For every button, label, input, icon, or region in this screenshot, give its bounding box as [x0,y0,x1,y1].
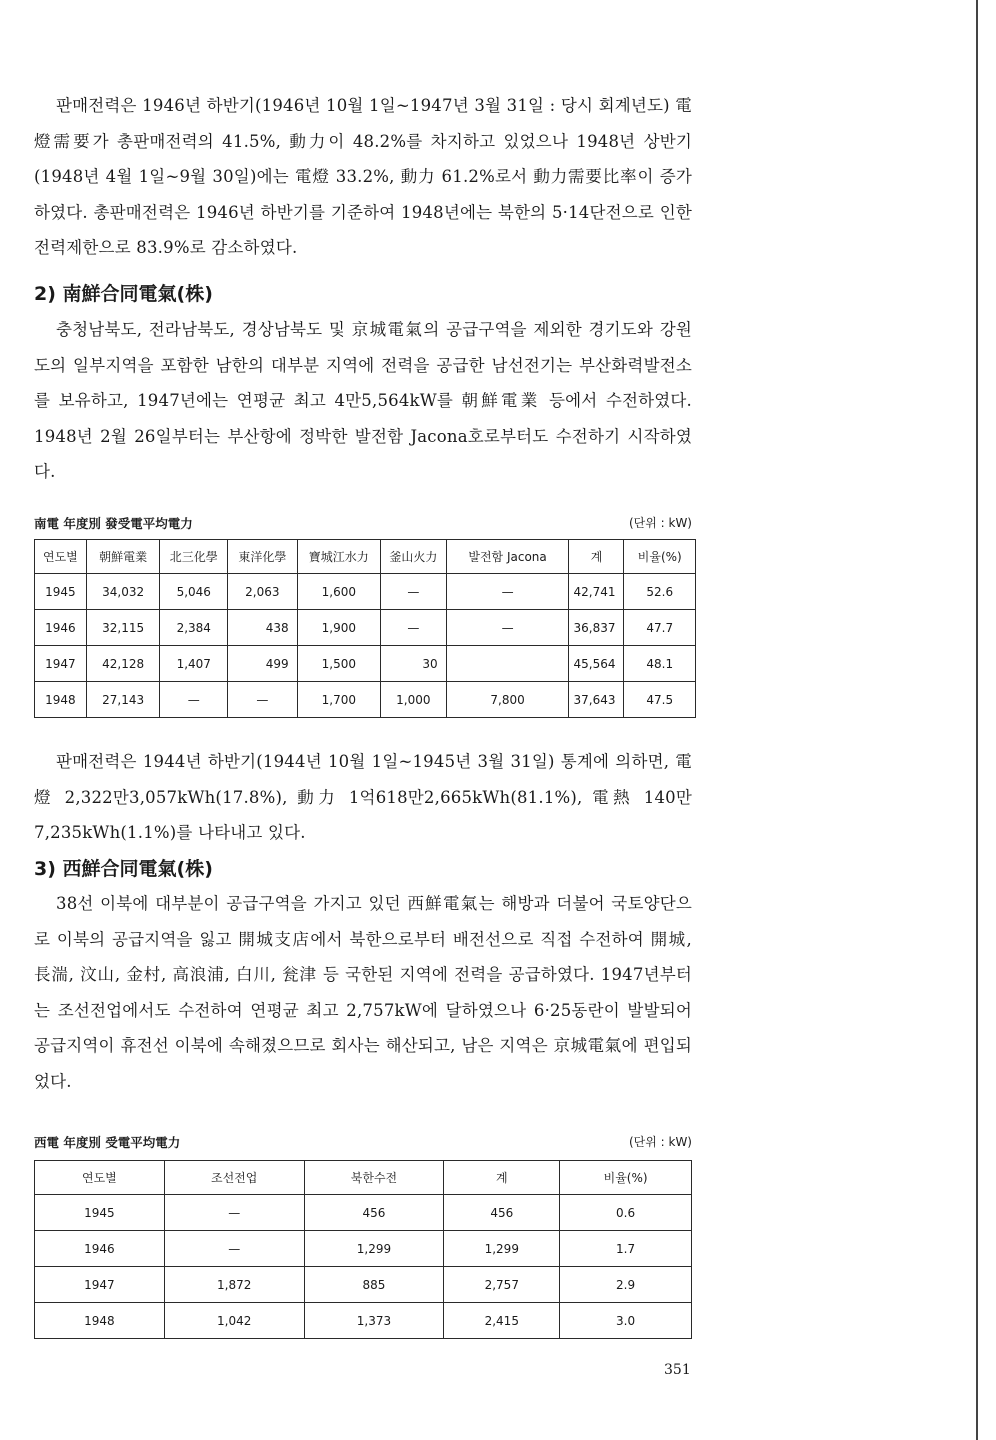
table-row [35,1303,692,1339]
table-cell: 30 [381,646,447,682]
table-cell: 1,299 [444,1231,560,1267]
table-cell: 37,643 [569,682,624,718]
table-cell: 47.7 [624,610,696,646]
table-cell: — [381,574,447,610]
table1-title: 南電 年度別 發受電平均電力 [34,516,193,531]
table1-header-cell: 東洋化學 [228,540,298,574]
table1-header-cell: 釜山火力 [381,540,447,574]
table-row [35,646,696,682]
table-seoseon-power [34,1160,692,1339]
table-cell: 1945 [35,574,87,610]
table-cell: 1,600 [297,574,380,610]
table-cell: 438 [228,610,298,646]
table1-header-row [35,540,696,574]
table-cell: 36,837 [569,610,624,646]
table-row [35,1231,692,1267]
paragraph-sales-power-1944: 판매전력은 1944년 하반기(1944년 10월 1일~1945년 3월 31일) 통계에 의하면, 電燈 2,322만3,057kWh(17.8%), 動力 1억618만2,665kWh(81.1%), 電熱 140만7,235kWh(1.1%)를 나타내고 있다. [34,752,692,842]
table2-header-cell: 계 [444,1161,560,1195]
table2-header-cell: 연도별 [35,1161,165,1195]
table-cell: 1,500 [297,646,380,682]
table-cell: 2,384 [160,610,228,646]
table-cell: 1947 [35,1267,165,1303]
table-cell: 1948 [35,1303,165,1339]
table-cell: 27,143 [86,682,160,718]
table-cell: 1946 [35,610,87,646]
table-cell: 885 [304,1267,444,1303]
table-cell: — [164,1195,304,1231]
table2-unit: (단위 : kW) [628,1135,692,1149]
table-cell [446,646,569,682]
table-cell: — [446,574,569,610]
table1-header-cell: 계 [569,540,624,574]
table-cell: 34,032 [86,574,160,610]
paragraph-sales-power-1946: 판매전력은 1946년 하반기(1946년 10월 1일~1947년 3월 31일 : 당시 회계년도) 電燈需要가 총판매전력의 41.5%, 動力이 48.2%를 차지하고 있었으나 1948년 상반기(1948년 4월 1일~9월 30일)에는 電燈 33.2%, 動力 61.2%로서 動力需要比率이 증가하였다. 총판매전력은 1946년 하반기를 기준하여 1948년에는 북한의 5·14단전으로 인한 전력제한으로 83.9%로 감소하였다. [34,96,692,257]
table-cell: 499 [228,646,298,682]
table-cell: 1,872 [164,1267,304,1303]
table1-unit: (단위 : kW) [628,516,692,530]
table-cell: 456 [444,1195,560,1231]
table-cell: 2,757 [444,1267,560,1303]
heading-namseon: 2) 南鮮合同電氣(株) [34,283,213,305]
table2-header-cell: 북한수전 [304,1161,444,1195]
table-cell: 3.0 [560,1303,692,1339]
table-cell: 1947 [35,646,87,682]
table-cell: 48.1 [624,646,696,682]
paragraph-namseon: 충청남북도, 전라남북도, 경상남북도 및 京城電氣의 공급구역을 제외한 경기도와 강원도의 일부지역을 포함한 남한의 대부분 지역에 전력을 공급한 남선전기는 부산화력발전소를 보유하고, 1947년에는 연평균 최고 4만5,564kW를 朝鮮電業 등에서 수전하였다. 1948년 2월 26일부터는 부산항에 정박한 발전함 Jacona호로부터도 수전하기 시작하였다. [34,320,692,481]
table2-title: 西電 年度別 受電平均電力 [34,1135,181,1150]
table1-header-cell: 朝鮮電業 [86,540,160,574]
table-cell: — [446,610,569,646]
page-number: 351 [664,1362,691,1378]
table-cell: — [164,1231,304,1267]
table-row [35,610,696,646]
table-cell: 1,042 [164,1303,304,1339]
table1-caption-row [34,514,692,532]
table-cell: — [160,682,228,718]
table-row [35,574,696,610]
table-cell: 32,115 [86,610,160,646]
table1-header-cell: 비율(%) [624,540,696,574]
table1-header-cell: 寶城江水力 [297,540,380,574]
table-cell: — [381,610,447,646]
heading-seoseon: 3) 西鮮合同電氣(株) [34,858,213,880]
table-cell: 1,299 [304,1231,444,1267]
table2-header-cell: 비율(%) [560,1161,692,1195]
paragraph-seoseon: 38선 이북에 대부분이 공급구역을 가지고 있던 西鮮電氣는 해방과 더불어 국토양단으로 이북의 공급지역을 잃고 開城支店에서 북한으로부터 배전선으로 직접 수전하여 開城, 長湍, 汶山, 金村, 高浪浦, 白川, 瓮津 등 국한된 지역에 전력을 공급하였다. 1947년부터는 조선전업에서도 수전하여 연평균 최고 2,757kW에 달하였으나 6·25동란이 발발되어 공급지역이 휴전선 이북에 속해졌으므로 회사는 해산되고, 남은 지역은 京城電氣에 편입되었다. [34,894,692,1091]
table-cell: 0.6 [560,1195,692,1231]
table-cell: 1,900 [297,610,380,646]
table-cell: 2.9 [560,1267,692,1303]
table-cell: 1946 [35,1231,165,1267]
table1-header-cell: 연도별 [35,540,87,574]
table2-header-row [35,1161,692,1195]
scan-edge-line [976,0,978,1440]
table-cell: 5,046 [160,574,228,610]
table-cell: 47.5 [624,682,696,718]
table1-header-cell: 北三化學 [160,540,228,574]
table-row [35,1195,692,1231]
table2-caption-row [34,1133,692,1151]
table-cell: 45,564 [569,646,624,682]
table-cell: — [228,682,298,718]
table2-header-cell: 조선전업 [164,1161,304,1195]
table-cell: 42,741 [569,574,624,610]
table-cell: 1.7 [560,1231,692,1267]
table-cell: 1,373 [304,1303,444,1339]
table-cell: 1,000 [381,682,447,718]
table-row [35,1267,692,1303]
table-cell: 2,415 [444,1303,560,1339]
table-cell: 2,063 [228,574,298,610]
table-cell: 456 [304,1195,444,1231]
table-cell: 1948 [35,682,87,718]
table-row [35,682,696,718]
table-namseon-power [34,539,696,718]
table-cell: 1,407 [160,646,228,682]
table-cell: 52.6 [624,574,696,610]
table-cell: 7,800 [446,682,569,718]
table-cell: 1945 [35,1195,165,1231]
table1-header-cell: 발전함 Jacona [446,540,569,574]
table-cell: 42,128 [86,646,160,682]
table-cell: 1,700 [297,682,380,718]
